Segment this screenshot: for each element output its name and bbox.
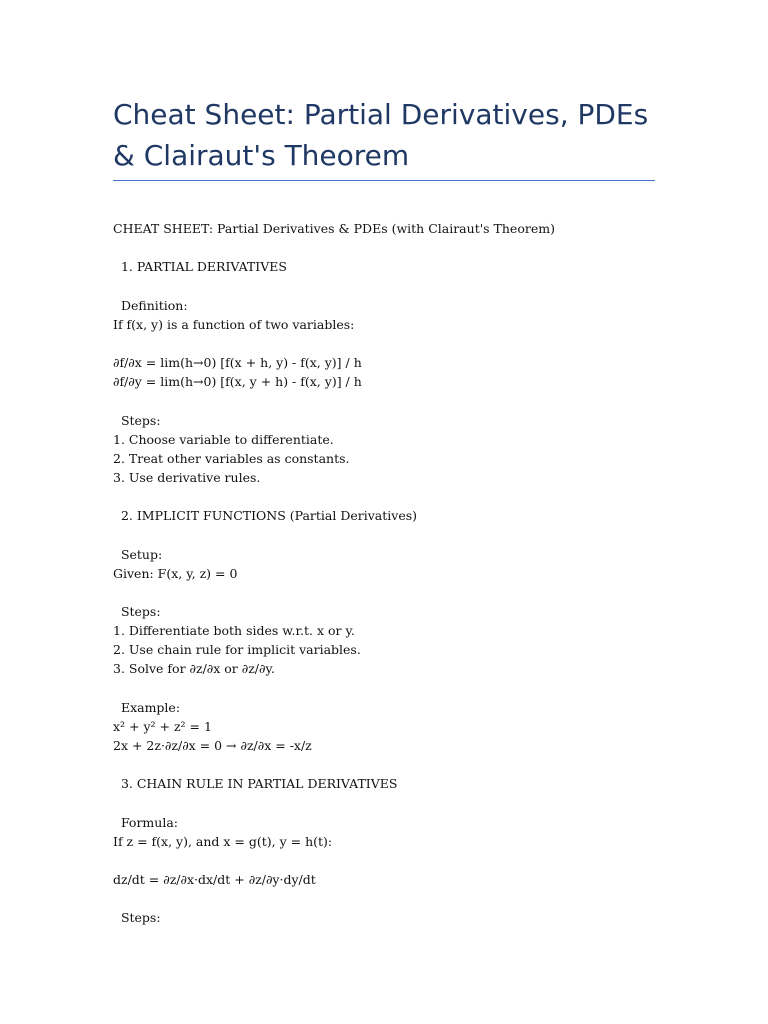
text-line: Example:	[113, 699, 181, 715]
text-line: ∂f/∂x = lim(h→0) [f(x + h, y) - f(x, y)] / h	[113, 355, 362, 371]
text-line: If z = f(x, y), and x = g(t), y = h(t):	[113, 833, 333, 849]
text-line: CHEAT SHEET: Partial Derivatives & PDEs (with Clairaut's Theorem)	[113, 221, 555, 236]
text-line: If f(x, y) is a function of two variables:	[113, 316, 355, 332]
text-line: ∂f/∂y = lim(h→0) [f(x, y + h) - f(x, y)] / h	[113, 374, 362, 390]
text-line: 3. CHAIN RULE IN PARTIAL DERIVATIVES	[113, 776, 398, 792]
text-line: 1. PARTIAL DERIVATIVES	[113, 259, 287, 275]
text-line: dz/dt = ∂z/∂x·dx/dt + ∂z/∂y·dy/dt	[113, 872, 316, 888]
text-line: Formula:	[113, 814, 179, 830]
text-line: 2x + 2z·∂z/∂x = 0 → ∂z/∂x = -x/z	[113, 738, 312, 754]
text-line: Steps:	[113, 604, 161, 619]
text-line: x² + y² + z² = 1	[113, 718, 212, 734]
text-line: Steps:	[113, 910, 161, 926]
text-line: 2. IMPLICIT FUNCTIONS (Partial Derivatives)	[113, 508, 418, 524]
text-line: 1. Choose variable to differentiate.	[113, 431, 334, 447]
text-line: Given: F(x, y, z) = 0	[113, 565, 238, 581]
text-line: 3. Solve for ∂z/∂x or ∂z/∂y.	[113, 661, 275, 677]
text-line: 2. Treat other variables as constants.	[113, 450, 350, 466]
text-line: 3. Use derivative rules.	[113, 469, 261, 485]
text-line: Setup:	[113, 546, 163, 562]
text-line: Definition:	[113, 297, 188, 313]
text-line: 2. Use chain rule for implicit variables.	[113, 642, 361, 658]
text-line: 1. Differentiate both sides w.r.t. x or y.	[113, 623, 355, 639]
title-underline	[113, 180, 655, 181]
text-line: Steps:	[113, 412, 161, 428]
document-title: Cheat Sheet: Partial Derivatives, PDEs & Clairaut's Theorem	[113, 98, 649, 172]
